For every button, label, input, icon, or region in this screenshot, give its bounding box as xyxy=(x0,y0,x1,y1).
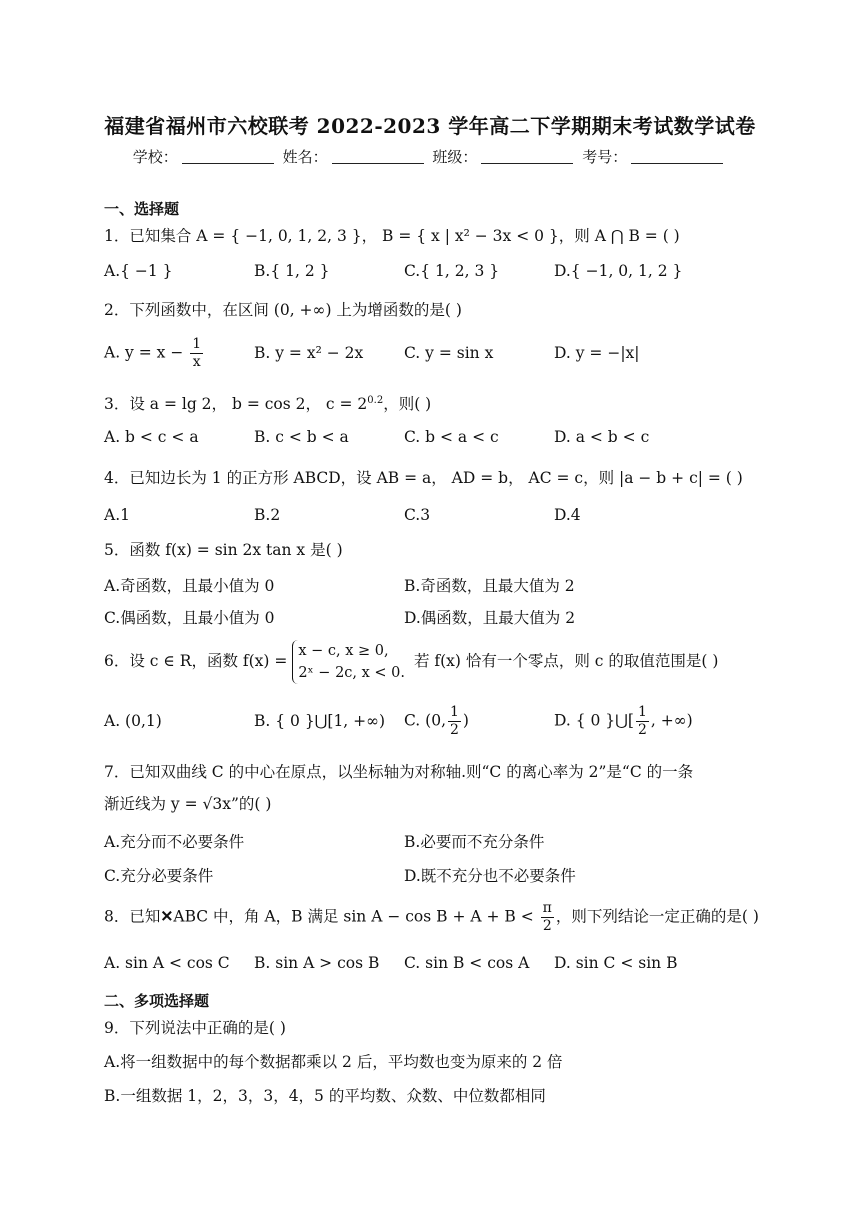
fraction-one-half xyxy=(636,704,649,739)
question-4-option-b: B.2 xyxy=(254,506,281,524)
fraction-denominator: 2 xyxy=(450,722,459,738)
question-9-option-a: A.将一组数据中的每个数据都乘以 2 后，平均数也变为原来的 2 倍 xyxy=(104,1053,563,1071)
question-3-option-b: B. c < b < a xyxy=(254,428,349,446)
question-8-stem-text: 8．已知 xyxy=(104,907,161,926)
question-8-stem-mid: ABC 中，角 A，B 满足 sin A − cos B + A + B < xyxy=(173,907,534,926)
question-5-stem: 5．函数 f(x) = sin 2x tan x 是( ) xyxy=(104,541,343,559)
option-c-tail: ) xyxy=(462,711,469,730)
question-4-option-d: D.4 xyxy=(554,506,581,524)
fraction-pi-over-2 xyxy=(541,900,554,935)
class-label: 班级： xyxy=(432,148,478,166)
question-8-option-b: B. sin A > cos B xyxy=(254,954,380,972)
school-label: 学校： xyxy=(132,148,178,166)
question-5-option-c: C.偶函数，且最小值为 0 xyxy=(104,609,275,627)
class-blank xyxy=(481,147,573,164)
question-2-stem: 2．下列函数中，在区间 (0, +∞) 上为增函数的是( ) xyxy=(104,301,462,319)
question-7-option-c: C.充分必要条件 xyxy=(104,867,214,885)
fraction-denominator: x xyxy=(192,354,201,370)
question-7-option-b: B.必要而不充分条件 xyxy=(404,833,545,851)
exponent: 0.2 xyxy=(367,394,384,406)
question-8-stem-tail: ，则下列结论一定正确的是( ) xyxy=(555,907,759,926)
question-9-option-b: B.一组数据 1，2，3，3，4，5 的平均数、众数、中位数都相同 xyxy=(104,1087,546,1105)
fraction-numerator: π xyxy=(542,900,552,916)
section-heading-single-choice: 一、选择题 xyxy=(104,200,180,218)
school-blank xyxy=(182,147,274,164)
question-1-option-b: B.{ 1, 2 } xyxy=(254,262,330,280)
question-6-stem-text: 6．设 c ∈ R，函数 f(x) = xyxy=(104,652,288,670)
number-blank xyxy=(631,147,723,164)
question-2-option-d: D. y = −|x| xyxy=(554,344,640,362)
question-8-stem xyxy=(104,900,759,935)
question-2-option-c: C. y = sin x xyxy=(404,344,494,362)
question-2-option-a xyxy=(104,336,205,371)
question-1-stem: 1．已知集合 A = { −1, 0, 1, 2, 3 }， B = { x | x² − 3x < 0 }，则 A ⋂ B = ( ) xyxy=(104,227,680,245)
question-4-option-a: A.1 xyxy=(104,506,130,524)
question-8-option-c: C. sin B < cos A xyxy=(404,954,530,972)
fraction-numerator: 1 xyxy=(192,336,202,352)
piecewise-case-2: 2ˣ − 2c, x < 0. xyxy=(298,665,406,681)
question-6-stem xyxy=(104,640,718,684)
question-6-option-c xyxy=(404,704,469,739)
question-8-option-d: D. sin C < sin B xyxy=(554,954,678,972)
question-8-option-a: A. sin A < cos C xyxy=(104,954,230,972)
question-3-stem-text: 3．设 a = lg 2， b = cos 2， c = 2 xyxy=(104,395,368,413)
question-1-option-d: D.{ −1, 0, 1, 2 } xyxy=(554,262,683,280)
question-4-stem: 4．已知边长为 1 的正方形 ABCD，设 AB = a， AD = b， AC = c，则 |a − b + c| = ( ) xyxy=(104,469,743,487)
question-1-option-a: A.{ −1 } xyxy=(104,262,173,280)
name-label: 姓名： xyxy=(282,148,328,166)
question-3-option-a: A. b < c < a xyxy=(104,428,199,446)
question-6-option-d xyxy=(554,704,693,739)
question-6-option-a: A. (0,1) xyxy=(104,712,162,730)
fraction-denominator: 2 xyxy=(637,722,647,738)
option-d-tail: , +∞) xyxy=(650,711,693,730)
question-2-option-a-text: A. y = x − xyxy=(104,343,184,362)
question-7-stem-line-2: 渐近线为 y = √3x”的( ) xyxy=(104,795,272,813)
piecewise-function xyxy=(292,640,405,684)
student-info-line xyxy=(0,146,860,167)
question-7-option-a: A.充分而不必要条件 xyxy=(104,833,245,851)
question-4-option-c: C.3 xyxy=(404,506,431,524)
fraction-denominator: 2 xyxy=(542,918,552,934)
exam-title: 福建省福州市六校联考 2022-2023 学年高二下学期期末考试数学试卷 xyxy=(104,114,756,138)
fraction-numerator: 1 xyxy=(450,704,459,720)
question-3-stem-tail: ，则( ) xyxy=(383,395,432,413)
question-5-option-d: D.偶函数，且最大值为 2 xyxy=(404,609,576,627)
question-1-option-c: C.{ 1, 2, 3 } xyxy=(404,262,500,280)
fraction-one-over-x xyxy=(190,336,203,371)
name-blank xyxy=(332,147,424,164)
option-d-text: D. { 0 }⋃[ xyxy=(554,711,634,730)
option-c-text: C. (0, xyxy=(404,711,446,730)
question-2-option-b: B. y = x² − 2x xyxy=(254,344,364,362)
piecewise-case-1: x − c, x ≥ 0, xyxy=(298,643,389,659)
question-5-option-b: B.奇函数，且最大值为 2 xyxy=(404,577,575,595)
question-3-option-c: C. b < a < c xyxy=(404,428,499,446)
number-label: 考号： xyxy=(582,148,628,166)
section-heading-multiple-choice: 二、多项选择题 xyxy=(104,992,210,1010)
question-6-stem-tail: 若 f(x) 恰有一个零点，则 c 的取值范围是( ) xyxy=(413,652,719,670)
fraction-numerator: 1 xyxy=(637,704,647,720)
question-9-stem: 9．下列说法中正确的是( ) xyxy=(104,1019,286,1037)
question-7-stem-line-1: 7．已知双曲线 C 的中心在原点，以坐标轴为对称轴.则“C 的离心率为 2”是“C 的一条 xyxy=(104,763,694,781)
question-3-option-d: D. a < b < c xyxy=(554,428,650,446)
question-5-option-a: A.奇函数，且最小值为 0 xyxy=(104,577,275,595)
question-3-stem xyxy=(104,392,431,414)
question-7-option-d: D.既不充分也不必要条件 xyxy=(404,867,576,885)
question-6-option-b: B. { 0 }⋃[1, +∞) xyxy=(254,712,386,730)
triangle-icon: ✕ xyxy=(160,906,174,926)
fraction-one-half xyxy=(448,704,461,739)
